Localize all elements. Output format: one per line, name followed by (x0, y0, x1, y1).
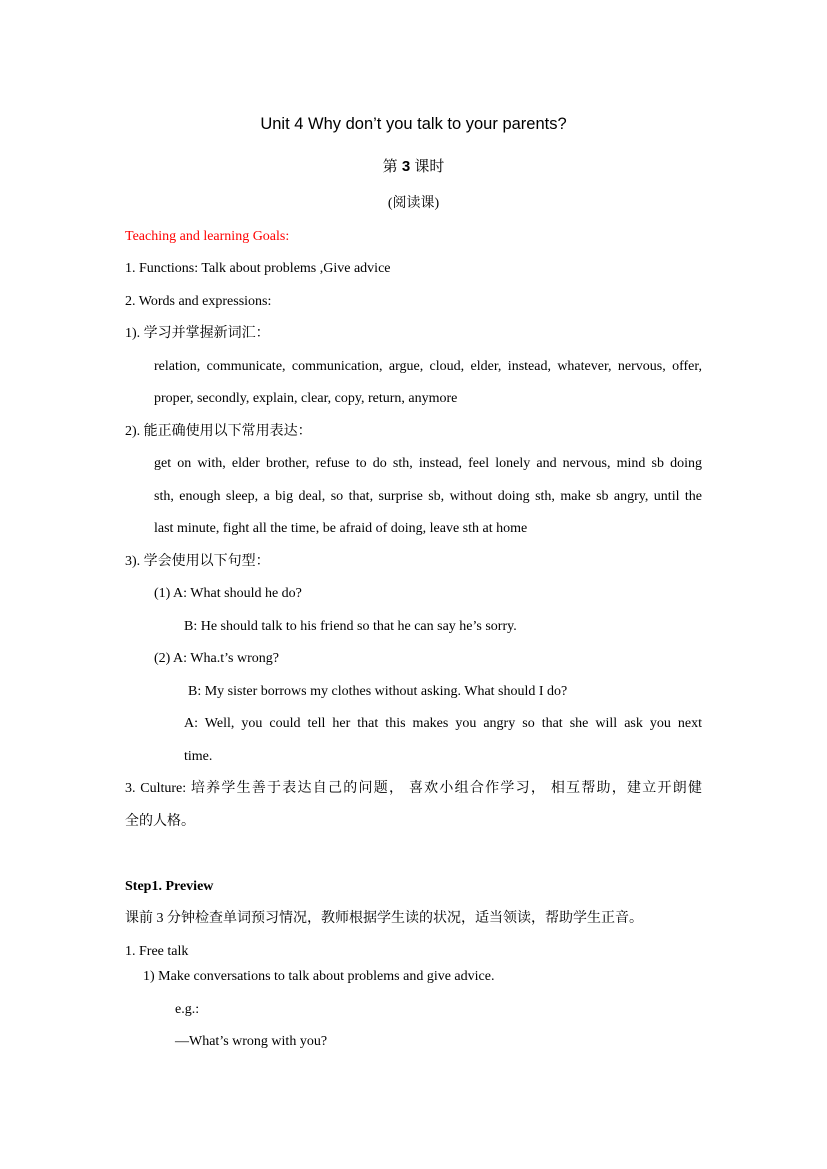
sentence-heading: 3). 学会使用以下句型： (125, 554, 270, 569)
lesson-number-value: 3 (401, 158, 411, 175)
sentence-2-c-line-1: A: Well, you could tell her that this makes you angry so that she will ask you next (184, 716, 702, 731)
vocab-heading: 1). 学习并掌握新词汇： (125, 326, 270, 341)
sentence-2-c-line-2: time. (184, 749, 213, 764)
sentence-2-a: (2) A: Wha.t’s wrong? (154, 651, 279, 666)
free-talk-heading: 1. Free talk (125, 944, 189, 959)
example-label: e.g.: (175, 1002, 200, 1017)
sentence-1-b: B: He should talk to his friend so that he can say he’s sorry. (184, 619, 517, 634)
lesson-type: (阅读课) (387, 196, 440, 211)
expr-line-1: get on with, elder brother, refuse to do sth, instead, feel lonely and nervous, mind sb doing (154, 456, 702, 471)
step1-intro: 课前 3 分钟检查单词预习情况，教师根据学生读的状况，适当领读，帮助学生正音。 (125, 911, 643, 926)
expr-line-2: sth, enough sleep, a big deal, so that, surprise sb, without doing sth, make sb angry, until the (154, 489, 702, 504)
lesson-number (0, 158, 827, 176)
functions-line: 1. Functions: Talk about problems ,Give advice (125, 261, 391, 276)
goals-heading: Teaching and learning Goals: (125, 229, 290, 244)
sentence-2-b: B: My sister borrows my clothes without asking. What should I do? (188, 684, 568, 699)
lesson-prefix: 第 (382, 158, 398, 175)
lesson-suffix: 课时 (414, 158, 445, 175)
sentence-1-a: (1) A: What should he do? (154, 586, 302, 601)
vocab-line-1: relation, communicate, communication, argue, cloud, elder, instead, whatever, nervous, offer, (154, 359, 702, 374)
expr-line-3: last minute, fight all the time, be afraid of doing, leave sth at home (154, 521, 528, 536)
page-title: Unit 4 Why don’t you talk to your parents? (260, 115, 567, 133)
words-heading: 2. Words and expressions: (125, 294, 272, 309)
example-question: —What’s wrong with you? (175, 1034, 328, 1049)
expr-heading: 2). 能正确使用以下常用表达： (125, 424, 312, 439)
vocab-line-2: proper, secondly, explain, clear, copy, return, anymore (154, 391, 458, 406)
culture-line-2: 全的人格。 (125, 814, 195, 829)
culture-line-1: 3. Culture: 培养学生善于表达自己的问题， 喜欢小组合作学习， 相互帮助，建立开朗健 (125, 781, 702, 796)
free-talk-item-1: 1) Make conversations to talk about problems and give advice. (143, 969, 495, 984)
step1-heading: Step1. Preview (125, 879, 214, 894)
